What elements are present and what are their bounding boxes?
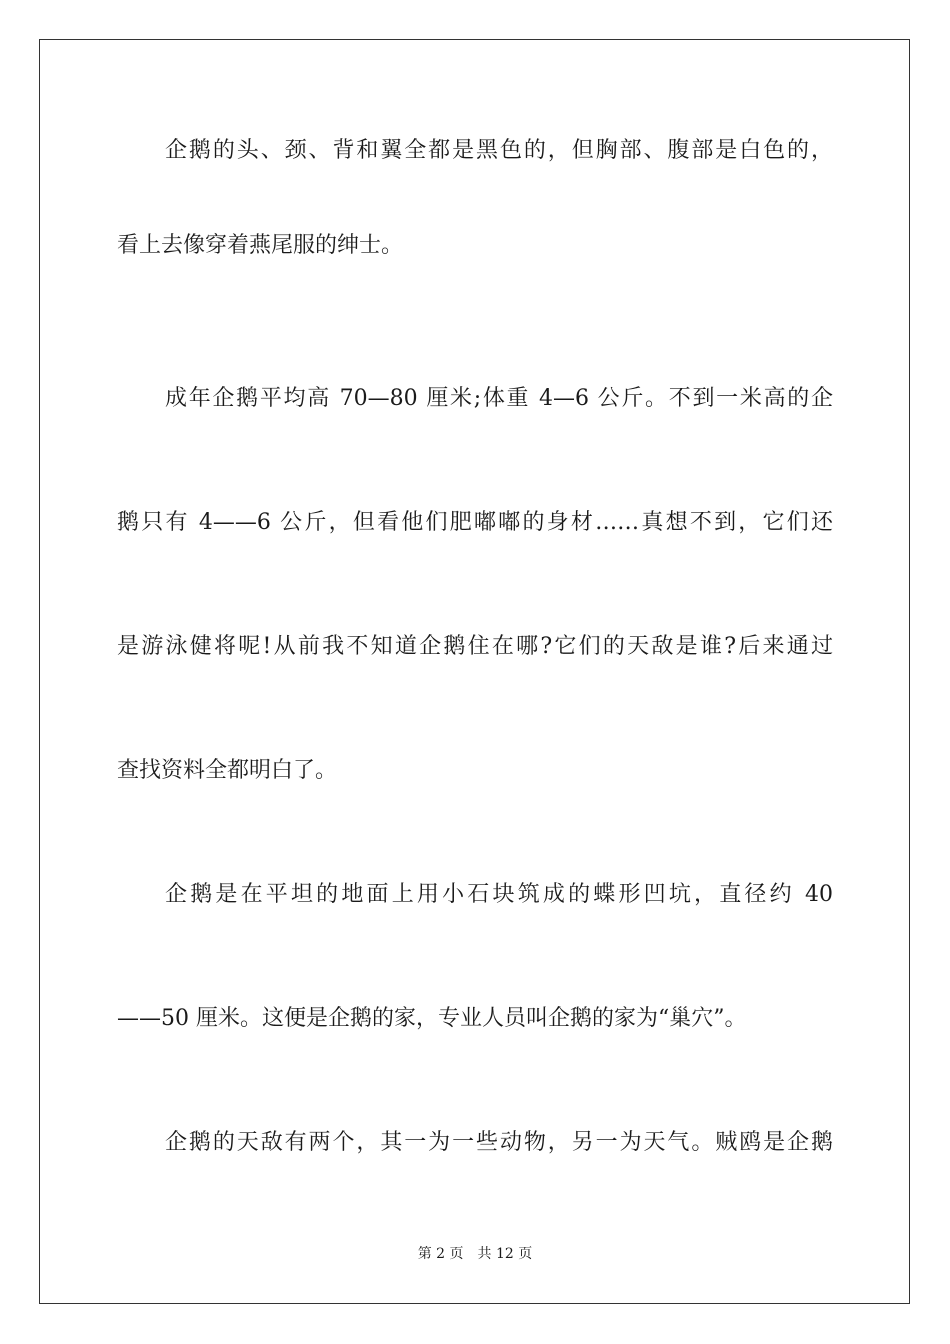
paragraph-2-line-3: 是游泳健将呢!从前我不知道企鹅住在哪?它们的天敌是谁?后来通过 — [117, 634, 833, 659]
page-border — [39, 39, 910, 1304]
page-total: 共 12 页 — [477, 1246, 533, 1262]
paragraph-1-line-1: 企鹅的头、颈、背和翼全都是黑色的，但胸部、腹部是白色的， — [165, 138, 833, 163]
paragraph-4-line-1: 企鹅的天敌有两个，其一为一些动物，另一为天气。贼鸥是企鹅 — [165, 1130, 833, 1155]
paragraph-2-line-1: 成年企鹅平均高 70—80 厘米;体重 4—6 公斤。不到一米高的企 — [165, 386, 833, 411]
paragraph-2-line-2: 鹅只有 4——6 公斤，但看他们肥嘟嘟的身材……真想不到，它们还 — [117, 510, 833, 535]
paragraph-1-line-2: 看上去像穿着燕尾服的绅士。 — [117, 233, 404, 258]
paragraph-2-line-4: 查找资料全都明白了。 — [117, 758, 338, 783]
page-footer — [0, 1244, 950, 1264]
paragraph-3-line-1: 企鹅是在平坦的地面上用小石块筑成的蝶形凹坑，直径约 40 — [165, 882, 833, 907]
paragraph-3-line-2: ——50 厘米。这便是企鹅的家，专业人员叫企鹅的家为“巢穴”。 — [117, 1006, 747, 1031]
page-number: 第 2 页 — [417, 1246, 464, 1262]
